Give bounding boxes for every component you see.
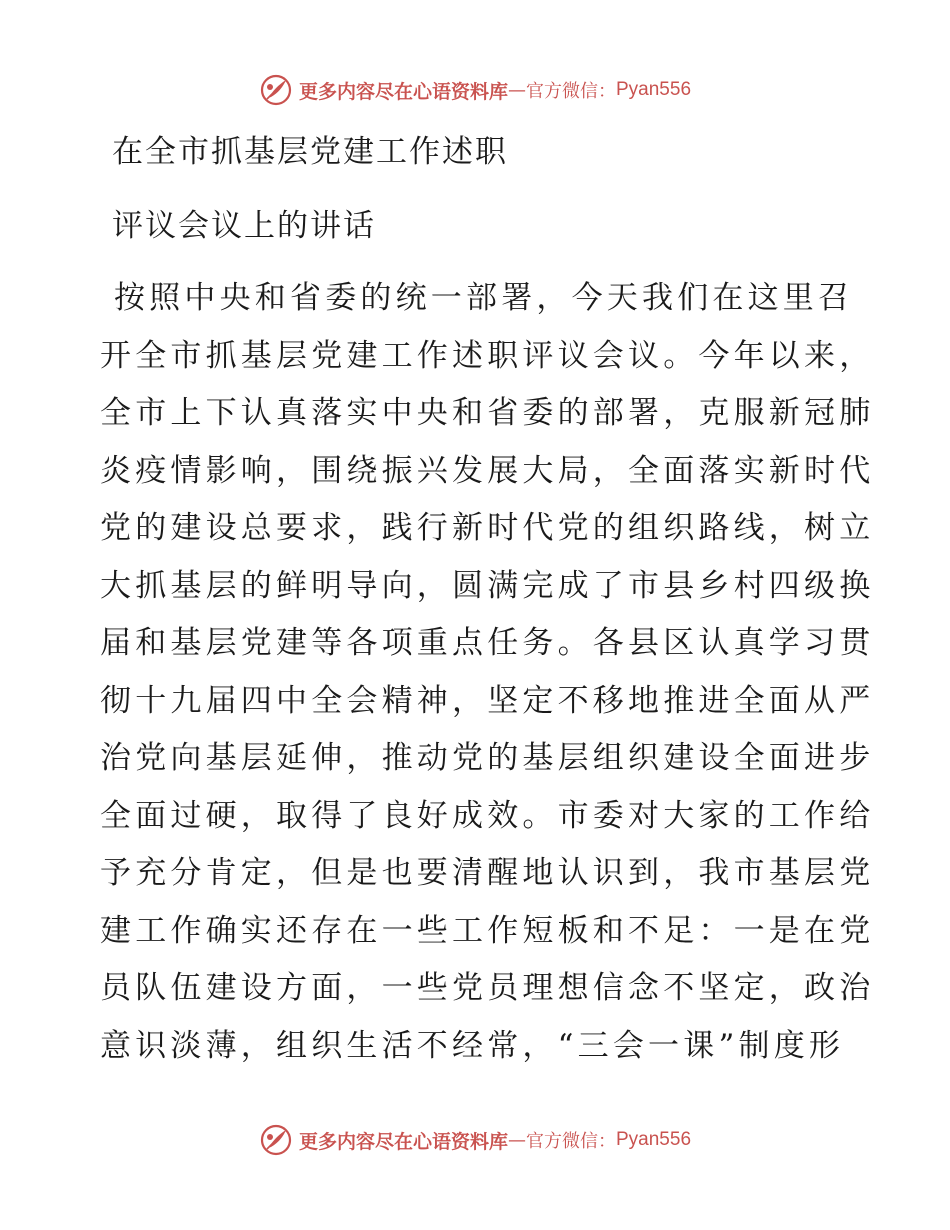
header-banner xyxy=(0,70,950,110)
body-line: 大抓基层的鲜明导向，圆满完成了市县乡村四级换 xyxy=(100,567,875,604)
document-title-line-2: 评议会议上的讲话 xyxy=(112,208,376,244)
body-line: 员队伍建设方面，一些党员理想信念不坚定，政治 xyxy=(100,970,875,1006)
feather-pen-circle-logo-icon xyxy=(259,73,293,107)
document-body xyxy=(100,270,875,1075)
banner-main-text: 更多内容尽在心语资料库 xyxy=(298,1130,508,1153)
banner-wechat-id: Pyan556 xyxy=(616,79,692,100)
body-line: 开全市抓基层党建工作述职评议会议。今年以来， xyxy=(100,337,875,374)
body-line: 全面过硬，取得了良好成效。市委对大家的工作给 xyxy=(100,797,875,834)
feather-pen-circle-logo-icon xyxy=(259,1123,293,1157)
body-line: 炎疫情影响，围绕振兴发展大局，全面落实新时代 xyxy=(100,452,875,489)
document-title-line-1: 在全市抓基层党建工作述职 xyxy=(112,134,508,170)
banner-official-text: 官方微信： xyxy=(526,1131,616,1152)
body-line: 意识淡薄，组织生活不经常，“三会一课”制度形 xyxy=(100,1027,845,1064)
body-line: 按照中央和省委的统一部署，今天我们在这里召 xyxy=(114,280,854,316)
banner-official-text: 官方微信： xyxy=(526,81,616,102)
body-line: 治党向基层延伸，推动党的基层组织建设全面进步 xyxy=(100,740,875,776)
body-line: 建工作确实还存在一些工作短板和不足：一是在党 xyxy=(100,912,875,949)
banner-separator: — xyxy=(508,79,526,101)
footer-banner xyxy=(0,1120,950,1160)
body-line: 全市上下认真落实中央和省委的部署，克服新冠肺 xyxy=(100,395,875,431)
banner-main-text: 更多内容尽在心语资料库 xyxy=(298,80,508,103)
banner-separator: — xyxy=(508,1129,526,1151)
body-line: 予充分肯定，但是也要清醒地认识到，我市基层党 xyxy=(100,855,875,891)
banner-wechat-id: Pyan556 xyxy=(616,1129,692,1150)
body-line: 届和基层党建等各项重点任务。各县区认真学习贯 xyxy=(100,625,875,661)
body-line: 彻十九届四中全会精神，坚定不移地推进全面从严 xyxy=(100,682,875,719)
body-line: 党的建设总要求，践行新时代党的组织路线，树立 xyxy=(100,510,875,546)
